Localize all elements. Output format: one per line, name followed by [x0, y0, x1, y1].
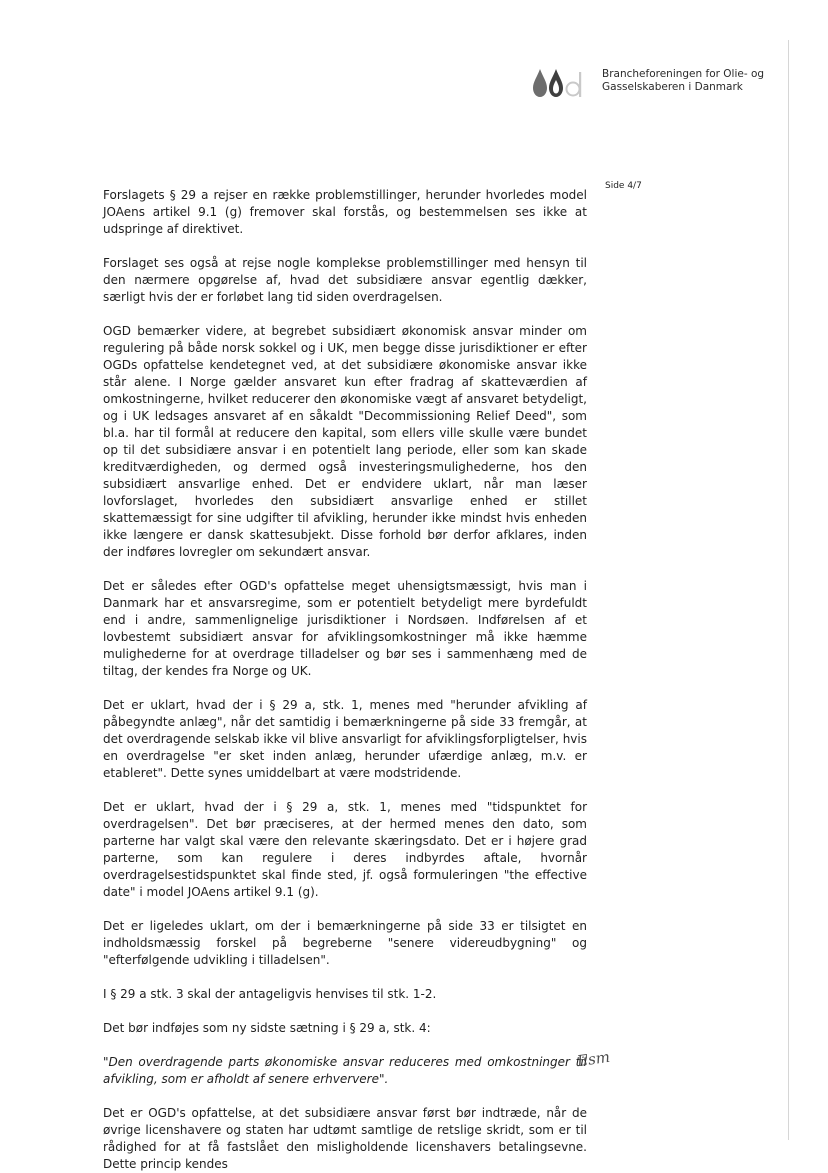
paragraph: Det er OGD's opfattelse, at det subsidiære ansvar først bør indtræde, når de øvrige licenshavere og staten har udtømt samtlige de retslige skridt, som er til rådighed for at få fastslået den misligholdende licenshavers betalingsevne. Dette princip kendes [103, 1106, 587, 1171]
scan-edge-line [788, 40, 789, 1140]
paragraph: OGD bemærker videre, at begrebet subsidiært økonomisk ansvar minder om regulering på både norsk sokkel og i UK, men begge disse jurisdiktioner er efter OGDs opfattelse kendetegnet ved, at det subsidiære økonomiske ansvar ikke står alene. I Norge gælder ansvaret kun efter fradrag af skatteværdien af omkostningerne, hvilket reducerer den økonomiske vægt af ansvaret betydeligt, og i UK ledsages ansvaret af en såkaldt "Decommissioning Relief Deed", som bl.a. har til formål at reducere den kapital, som ellers ville skulle være bundet op til det subsidiære ansvar i en potentielt lang periode, eller som kan skade kreditværdigheden, og dermed også investeringsmulighederne, hos den subsidiært ansvarlige enhed. Det er endvidere uklart, når man læser lovforslaget, hvorledes den subsidiært ansvarlige enhed er stillet skattemæssigt for sine udgifter til afvikling, herunder ikke mindst hvis enheden ikke længere er dansk skattesubjekt. Disse forhold bør derfor afklares, inden der indføres lovregler om sekundært ansvar. [103, 324, 587, 559]
handwritten-initials: Esm [575, 1047, 611, 1071]
organization-name-line-1: Brancheforeningen for Olie- og [602, 68, 765, 80]
ogd-logo-icon [532, 66, 588, 98]
paragraph: Det er således efter OGD's opfattelse meget uhensigtsmæssigt, hvis man i Danmark har et ansvarsregime, som er potentielt betydeligt mere byrdefuldt end i andre, sammenlignelige jurisdiktioner i Nordsøen. Indførelsen af et lovbestemt subsidiært ansvar for afviklingsomkostninger må ikke hæmme mulighederne for at overdrage tilladelser og bør ses i sammenhæng med de tiltag, der kendes fra Norge og UK. [103, 579, 587, 678]
paragraph: I § 29 a stk. 3 skal der antageligvis henvises til stk. 1-2. [103, 987, 437, 1001]
paragraph: Det er uklart, hvad der i § 29 a, stk. 1, menes med "tidspunktet for overdragelsen". Det bør præciseres, at der hermed menes den dato, som parterne har valgt skal være den relevante skæringsdato. Det er i højere grad parterne, som kan regulere i deres indbyrdes aftale, hvornår overdragelsestidspunktet skal finde sted, jf. også formuleringen "the effective date" i model JOAens artikel 9.1 (g). [103, 800, 587, 899]
paragraph: Forslagets § 29 a rejser en række problemstillinger, herunder hvorledes model JOAens artikel 9.1 (g) fremover skal forstås, og bestemmelsen ses ikke at udspringe af direktivet. [103, 188, 587, 236]
paragraph: Det er uklart, hvad der i § 29 a, stk. 1, menes med "herunder afvikling af påbegyndte anlæg", når det samtidig i bemærkningerne på side 33 fremgår, at det overdragende selskab ikke vil blive ansvarligt for afviklingsforpligtelser, hvis en overdragelse "er sket inden anlæg, herunder ufærdige anlæg, m.v. er etableret". Dette synes umiddelbart at være modstridende. [103, 698, 587, 780]
organization-name-line-2: Gasselskaberen i Danmark [602, 81, 743, 93]
organization-name [602, 68, 802, 94]
paragraph: Forslaget ses også at rejse nogle komplekse problemstillinger med hensyn til den nærmere opgørelse af, hvad det subsidiære ansvar egentlig dækker, særligt hvis der er forløbet lang tid siden overdragelsen. [103, 256, 587, 304]
paragraph: Det er ligeledes uklart, om der i bemærkningerne på side 33 er tilsigtet en indholdsmæssig forskel på begreberne "senere videreudbygning" og "efterfølgende udvikling i tilladelsen". [103, 919, 587, 967]
paragraph: Det bør indføjes som ny sidste sætning i § 29 a, stk. 4: [103, 1021, 431, 1035]
ogd-logo [532, 66, 588, 98]
paragraph: "Den overdragende parts økonomiske ansvar reduceres med omkostninger til afvikling, som er afholdt af senere erhververe". [103, 1055, 587, 1086]
document-body [103, 187, 587, 1173]
page-number: Side 4/7 [605, 181, 642, 191]
